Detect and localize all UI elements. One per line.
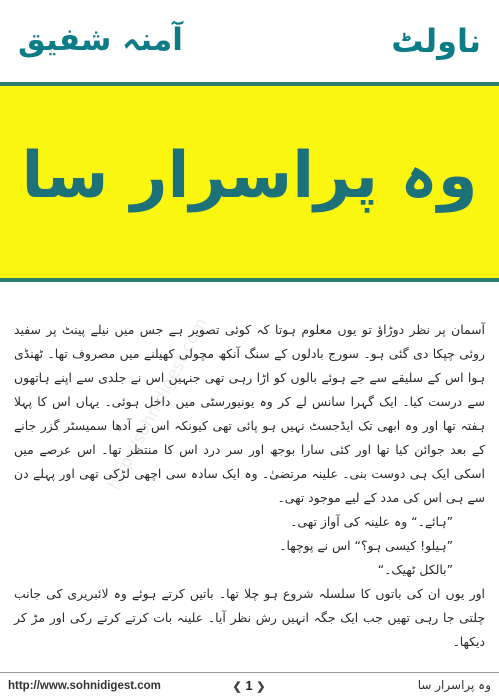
paragraph: آسمان پر نظر دوڑاؤ تو یوں معلوم ہوتا کہ کوئی تصویر ہے جس میں نیلے پینٹ پر سفید روئی چپکا دی گئی ہو۔ سورج بادلوں کے سنگ آنکھ مچولی کھیلنے میں مصروف تھا۔ ٹھنڈی ہوا اس کے سلیقے سے جے ہوئے بالوں کو اڑا رہی تھی جنہیں اس نے جلدی سے اپنے ہاتھوں سے درست کیا۔ ایک گہرا سانس لے کر وہ یونیورسٹی میں داخل ہوئی۔ یہاں اس کا پہلا ہفتہ تھا اور وہ ابھی تک ایڈجسٹ نہیں ہو پائی تھی کیونکہ اس نے آدھا سمیسٹر گزر جانے کے بعد جوائن کیا تھا اور کئی سارا بوجھ اور سر درد اس کا منتظر تھا۔ اس عرصے میں اسکی ایک ہی دوست بنی۔ علینہ مرتضیٰ۔ وہ ایک سادہ سی اچھی لڑکی تھی اور پہلے دن سے ہی اس کی مدد کے لیے موجود تھی۔	[14, 322, 485, 505]
dialog-line: ”ہائے۔“ وہ علینہ کی آواز تھی۔	[290, 514, 453, 529]
dialog-line: ”ہیلو! کیسی ہو؟“ اس نے پوچھا۔	[279, 538, 453, 553]
site-link[interactable]: http://www.sohnidigest.com	[8, 680, 161, 692]
genre-label: ناولٹ	[391, 22, 481, 60]
page-number-block	[225, 678, 273, 693]
title-band	[0, 82, 499, 282]
dialog-line: ”بالکل ٹھیک۔“	[377, 562, 453, 577]
page-footer	[0, 672, 499, 699]
story-title: وہ پراسرار سا	[21, 139, 478, 213]
author-name: آمنہ شفیق	[18, 22, 183, 58]
page-header	[0, 0, 499, 82]
ornament-left-icon: ❮	[232, 681, 242, 693]
paragraph: اور یوں ان کی باتوں کا سلسلہ شروع ہو چلا تھا۔ باتیں کرتے ہوئے وہ لائبریری کی جانب چلتی جا رہی تھیں جب ایک جگہ انہیں رش نظر آیا۔ علینہ بات کرتے کرتے رکی اور مڑ کر دیکھا۔	[14, 586, 485, 649]
story-body	[14, 318, 485, 663]
watermark-text: http://sohnidigest.com	[104, 314, 212, 494]
page-number: 1	[245, 678, 253, 693]
ornament-right-icon: ❯	[256, 681, 266, 693]
running-title: وہ پراسرار سا	[417, 678, 491, 692]
